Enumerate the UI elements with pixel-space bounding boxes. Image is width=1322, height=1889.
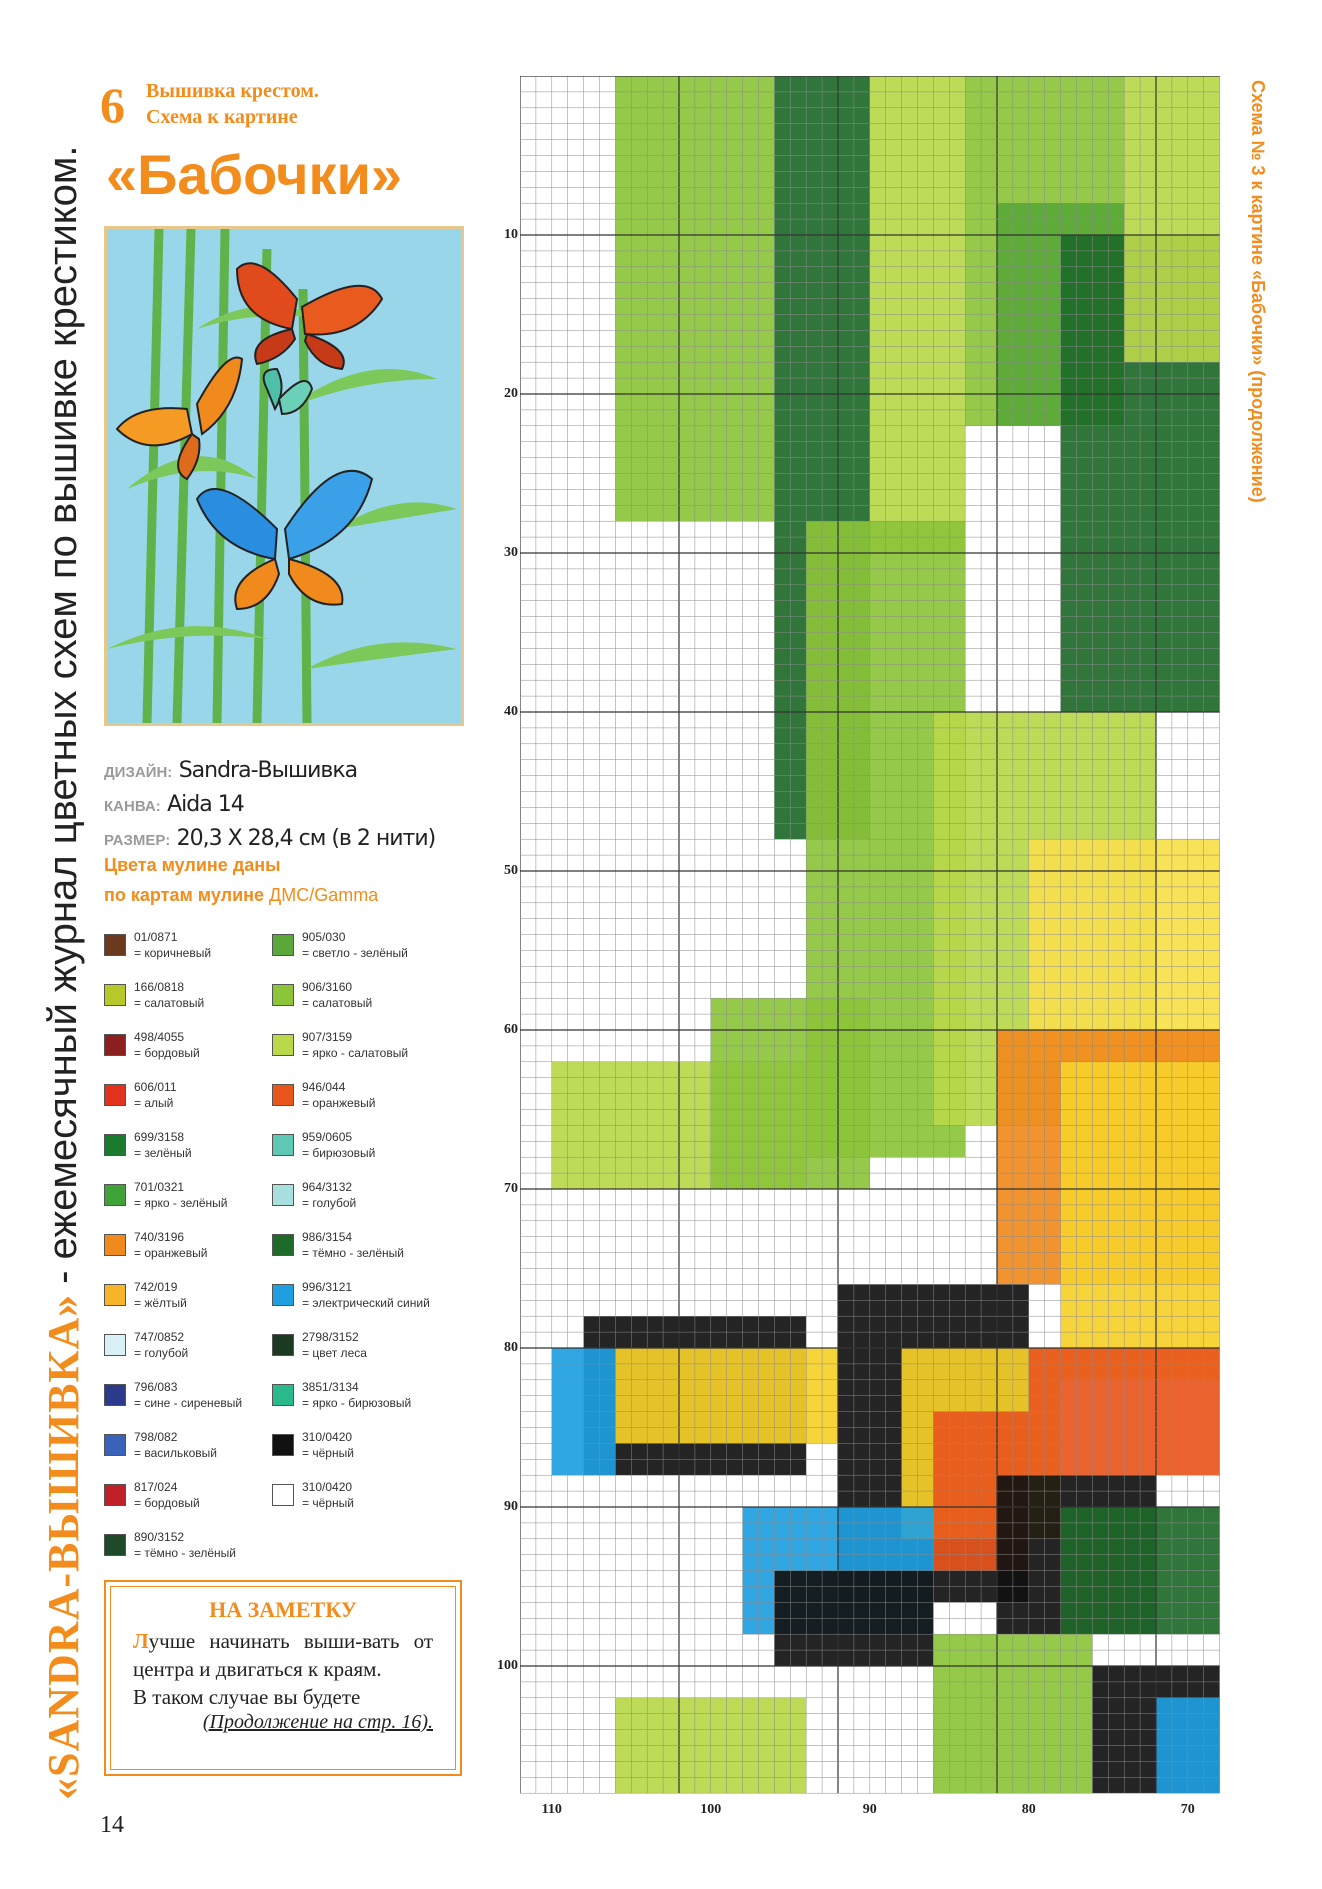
legend-code: 817/024 [134, 1480, 178, 1494]
legend-color-name: = коричневый [134, 946, 212, 960]
legend-item [104, 1330, 274, 1374]
legend-code: 796/083 [134, 1380, 178, 1394]
page-title: «Бабочки» [106, 143, 403, 206]
kicker [146, 78, 446, 130]
legend-symbol-icon [272, 1384, 294, 1406]
legend-code: 964/3132 [302, 1180, 353, 1194]
legend-item [104, 980, 274, 1024]
row-label: 90 [504, 1499, 518, 1514]
cross-stitch-chart [520, 76, 1220, 1801]
legend-code: 742/019 [134, 1280, 178, 1294]
kicker-line-2: Схема к картине [146, 106, 298, 128]
legend-code: 906/3160 [302, 980, 353, 994]
legend-code: 996/3121 [302, 1280, 353, 1294]
legend-symbol-icon [272, 1484, 294, 1506]
legend-code: 3851/3134 [302, 1380, 359, 1394]
legend-code: 310/0420 [302, 1480, 353, 1494]
legend-color-name: = оранжевый [134, 1246, 208, 1260]
colors-note [104, 850, 444, 910]
legend-color-name: = электрический синий [302, 1296, 430, 1310]
column-label: 110 [541, 1802, 562, 1817]
legend-color-name: = салатовый [134, 996, 205, 1010]
legend-color-name: = ярко - зелёный [134, 1196, 228, 1210]
legend-item [104, 1280, 274, 1324]
legend-item [272, 1480, 442, 1524]
colors-note-line-2-text: по картам мулине [104, 885, 265, 905]
note-text [133, 1627, 433, 1711]
legend-symbol-icon [272, 1084, 294, 1106]
legend-code: 01/0871 [134, 930, 178, 944]
legend-symbol-icon [104, 1034, 126, 1056]
legend-symbol-icon [272, 1134, 294, 1156]
legend-symbol-icon [272, 1234, 294, 1256]
legend-symbol-icon [104, 1434, 126, 1456]
legend-code: 946/044 [302, 1080, 346, 1094]
legend-item [272, 1080, 442, 1124]
legend-color-name: = васильковый [134, 1446, 217, 1460]
spec-design-value: Sandra-Вышивка [178, 758, 358, 783]
legend-item [104, 1380, 274, 1424]
banner-brand: «SANDRA-ВЫШИВКА» [38, 1293, 88, 1800]
preview-image [104, 226, 464, 726]
legend-color-name: = бирюзовый [302, 1146, 376, 1160]
legend-code: 747/0852 [134, 1330, 185, 1344]
legend-symbol-icon [104, 1484, 126, 1506]
legend-color-name: = бордовый [134, 1046, 200, 1060]
legend-item [104, 1480, 274, 1524]
legend-color-name: = голубой [134, 1346, 189, 1360]
column-label: 70 [1180, 1802, 1195, 1817]
legend-item [272, 1280, 442, 1324]
note-inner [110, 1586, 456, 1770]
spec-canvas-value: Aida 14 [167, 792, 244, 817]
legend-symbol-icon [104, 1284, 126, 1306]
legend-code: 310/0420 [302, 1430, 353, 1444]
legend-item [272, 1230, 442, 1274]
legend-code: 959/0605 [302, 1130, 353, 1144]
butterflies-illustration [107, 229, 461, 723]
legend-symbol-icon [104, 1534, 126, 1556]
legend-item [104, 1530, 274, 1574]
legend-code: 701/0321 [134, 1180, 185, 1194]
legend-color-name: = ярко - салатовый [302, 1046, 409, 1060]
legend-color-name: = бордовый [134, 1496, 200, 1510]
legend-color-name: = ярко - бирюзовый [302, 1396, 412, 1410]
legend-symbol-icon [104, 934, 126, 956]
row-label: 80 [504, 1340, 518, 1355]
spec-size-key: РАЗМЕР: [104, 832, 171, 849]
legend-code: 986/3154 [302, 1230, 353, 1244]
column-label: 80 [1021, 1802, 1036, 1817]
legend-color-name: = светло - зелёный [302, 946, 408, 960]
legend-item [272, 1130, 442, 1174]
legend-color-name: = голубой [302, 1196, 357, 1210]
legend-symbol-icon [272, 1184, 294, 1206]
note-dropcap: Л [133, 1629, 149, 1653]
legend-color-name: = цвет леса [302, 1346, 367, 1360]
row-label: 100 [497, 1658, 518, 1673]
legend-item [104, 930, 274, 974]
spec-design [104, 754, 464, 788]
legend-color-name: = сине - сиреневый [134, 1396, 243, 1410]
row-label: 60 [504, 1022, 518, 1037]
legend-item [272, 1380, 442, 1424]
legend-color-name: = оранжевый [302, 1096, 376, 1110]
legend-symbol-icon [104, 1234, 126, 1256]
legend-item [104, 1030, 274, 1074]
page-number: 14 [100, 1812, 124, 1838]
legend-code: 798/082 [134, 1430, 178, 1444]
legend-code: 606/011 [134, 1080, 177, 1094]
spec-canvas [104, 788, 464, 822]
legend-symbol-icon [104, 1184, 126, 1206]
note-box [104, 1580, 462, 1776]
legend-color-name: = чёрный [302, 1496, 354, 1510]
legend-symbol-icon [272, 934, 294, 956]
legend-item [272, 980, 442, 1024]
legend-code: 2798/3152 [302, 1330, 359, 1344]
legend-color-name: = зелёный [134, 1146, 192, 1160]
row-label: 70 [504, 1181, 518, 1196]
legend-symbol-icon [272, 1434, 294, 1456]
spec-size-value: 20,3 Х 28,4 см (в 2 нити) [176, 826, 436, 851]
legend-color-name: = тёмно - зелёный [134, 1546, 236, 1560]
legend-code: 498/4055 [134, 1030, 185, 1044]
note-continued: (Продолжение на стр. 16). [202, 1711, 433, 1733]
row-label: 20 [504, 386, 518, 401]
legend-item [272, 1330, 442, 1374]
legend-symbol-icon [104, 1334, 126, 1356]
row-label: 50 [504, 863, 518, 878]
legend-code: 890/3152 [134, 1530, 185, 1544]
spec-design-key: ДИЗАЙН: [104, 764, 173, 781]
legend-color-name: = жёлтый [134, 1296, 187, 1310]
legend-symbol-icon [104, 1084, 126, 1106]
legend-item [104, 1430, 274, 1474]
legend-item [104, 1230, 274, 1274]
legend-symbol-icon [104, 1384, 126, 1406]
legend-symbol-icon [272, 984, 294, 1006]
note-body: учше начинать выши-вать от центра и двигаться к краям. [133, 1629, 433, 1681]
colors-note-line-2 [104, 880, 444, 910]
note-title: НА ЗАМЕТКУ [209, 1597, 357, 1622]
legend-symbol-icon [272, 1284, 294, 1306]
legend-code: 905/030 [302, 930, 346, 944]
legend-code: 699/3158 [134, 1130, 185, 1144]
kicker-line-1: Вышивка крестом. [146, 80, 319, 102]
note-body-2: В таком случае вы будете [133, 1685, 361, 1709]
legend-item [272, 1430, 442, 1474]
legend-code: 907/3159 [302, 1030, 353, 1044]
legend-code: 166/0818 [134, 980, 185, 994]
legend-item [104, 1080, 274, 1124]
legend-symbol-icon [272, 1334, 294, 1356]
legend-color-name: = алый [134, 1096, 174, 1110]
legend-item [272, 930, 442, 974]
spec-canvas-key: КАНВА: [104, 798, 161, 815]
legend-symbol-icon [272, 1034, 294, 1056]
chart-caption: Схема № 3 к картине «Бабочки» (продолжение) [1248, 80, 1268, 503]
banner-text: - ежемесячный журнал цветных схем по вышивке крестиком. [40, 145, 85, 1284]
legend-item [272, 1030, 442, 1074]
legend-color-name: = чёрный [302, 1446, 354, 1460]
issue-number: 6 [100, 77, 125, 133]
legend-color-name: = салатовый [302, 996, 373, 1010]
colors-note-brand: ДМС/Gamma [269, 885, 379, 905]
legend-code: 740/3196 [134, 1230, 185, 1244]
side-banner [28, 40, 98, 1800]
stitch-grid [520, 76, 1220, 1796]
column-label: 100 [700, 1802, 722, 1817]
row-label: 10 [504, 227, 518, 242]
colors-note-line-1: Цвета мулине даны [104, 855, 281, 875]
legend-symbol-icon [104, 984, 126, 1006]
row-label: 30 [504, 545, 518, 560]
column-label: 90 [862, 1802, 877, 1817]
legend-item [104, 1130, 274, 1174]
legend-color-name: = тёмно - зелёный [302, 1246, 404, 1260]
legend-item [104, 1180, 274, 1224]
legend-item [272, 1180, 442, 1224]
row-label: 40 [504, 704, 518, 719]
pattern-specs [104, 754, 464, 856]
legend-symbol-icon [104, 1134, 126, 1156]
